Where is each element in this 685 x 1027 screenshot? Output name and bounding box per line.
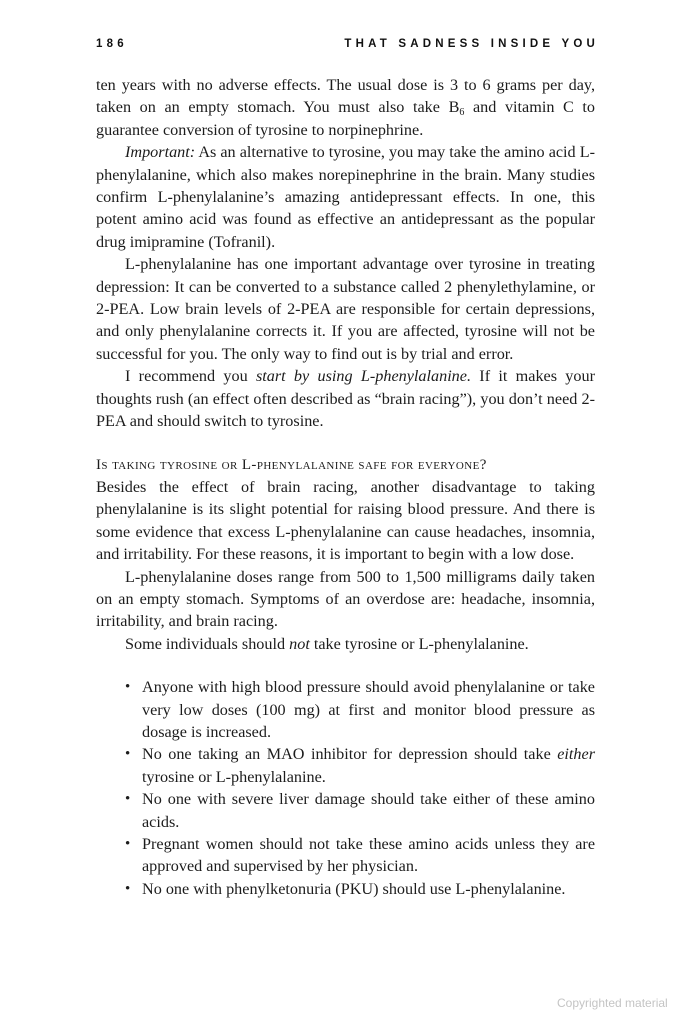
- text-run: Some individuals should: [125, 634, 290, 653]
- list-item: • Pregnant women should not take these amino acids unless they are approved and supervised by her physician.: [142, 833, 595, 878]
- list-item: • No one with phenylketonuria (PKU) should use L-phenylalanine.: [142, 878, 595, 900]
- text-run: tyrosine or L-phenylalanine.: [142, 767, 326, 786]
- italic-emphasis: not: [289, 634, 310, 653]
- italic-emphasis: start by using L-phenylalanine.: [255, 367, 472, 386]
- list-item: • No one with severe liver damage should take either of these amino acids.: [142, 788, 595, 833]
- page-number: 186: [96, 38, 128, 50]
- paragraph: [96, 365, 595, 432]
- text-run: ten years with no adverse effects. The usual dose is 3 to 6 grams per day, taken on an empty stomach. You must also take B: [96, 76, 595, 117]
- section-heading: Is taking tyrosine or L-phenylalanine safe for everyone?: [96, 456, 487, 473]
- list-item: • Anyone with high blood pressure should avoid phenylalanine or take very low doses (100 mg) at first and monitor blood pressure as dosage is increased.: [142, 676, 595, 743]
- running-title: THAT SADNESS INSIDE YOU: [344, 38, 599, 50]
- text-run: I recommend you: [125, 367, 256, 386]
- page-body: [96, 74, 595, 900]
- paragraph: [96, 633, 595, 655]
- paragraph: L-phenylalanine has one important advantage over tyrosine in treating depression: It can be converted to a substance called 2 phenylethylamine, or 2-PEA. Low brain levels of 2-PEA are responsible for certain depressions, and only phenylalanine corrects it. If you are affected, tyrosine will not be successful for you. The only way to find out is by trial and error.: [96, 255, 595, 363]
- bullet-list: [96, 676, 595, 900]
- text-run: and vitamin C to guarantee conversion of tyrosine to norpinephrine.: [96, 98, 595, 139]
- paragraph: [96, 141, 595, 253]
- text-run: No one taking an MAO inhibitor for depression should take: [142, 745, 558, 764]
- italic-label: Important:: [125, 143, 196, 162]
- paragraph: Besides the effect of brain racing, another disadvantage to taking phenylalanine is its slight potential for raising blood pressure. And there is some evidence that excess L-phenylalanine can cause headaches, insomnia, and irritability. For these reasons, it is important to begin with a low dose.: [96, 477, 595, 564]
- paragraph: L-phenylalanine doses range from 500 to 1,500 milligrams daily taken on an empty stomach. Symptoms of an overdose are: headache, insomnia, irritability, and brain racing.: [96, 567, 595, 631]
- italic-emphasis: either: [557, 745, 595, 764]
- running-header: [96, 38, 599, 56]
- text-run: If it makes your thoughts rush (an effect often described as “brain racing”), you don’t need 2-PEA and should switch to tyrosine.: [96, 367, 595, 431]
- copyright-watermark: Copyrighted material: [557, 996, 668, 1010]
- paragraph: [96, 74, 595, 141]
- text-run: take tyrosine or L-phenylalanine.: [309, 634, 529, 653]
- subscript: 6: [459, 107, 465, 119]
- list-item: [142, 743, 595, 788]
- text-run: As an alternative to tyrosine, you may take the amino acid L-phenylalanine, which also makes norepinephrine in the brain. Many studies confirm L-phenylalanine’s amazing antidepressant effects. In one, this potent amino acid was found as effective an antidepressant as the popular drug imipramine (Tofranil).: [96, 143, 595, 251]
